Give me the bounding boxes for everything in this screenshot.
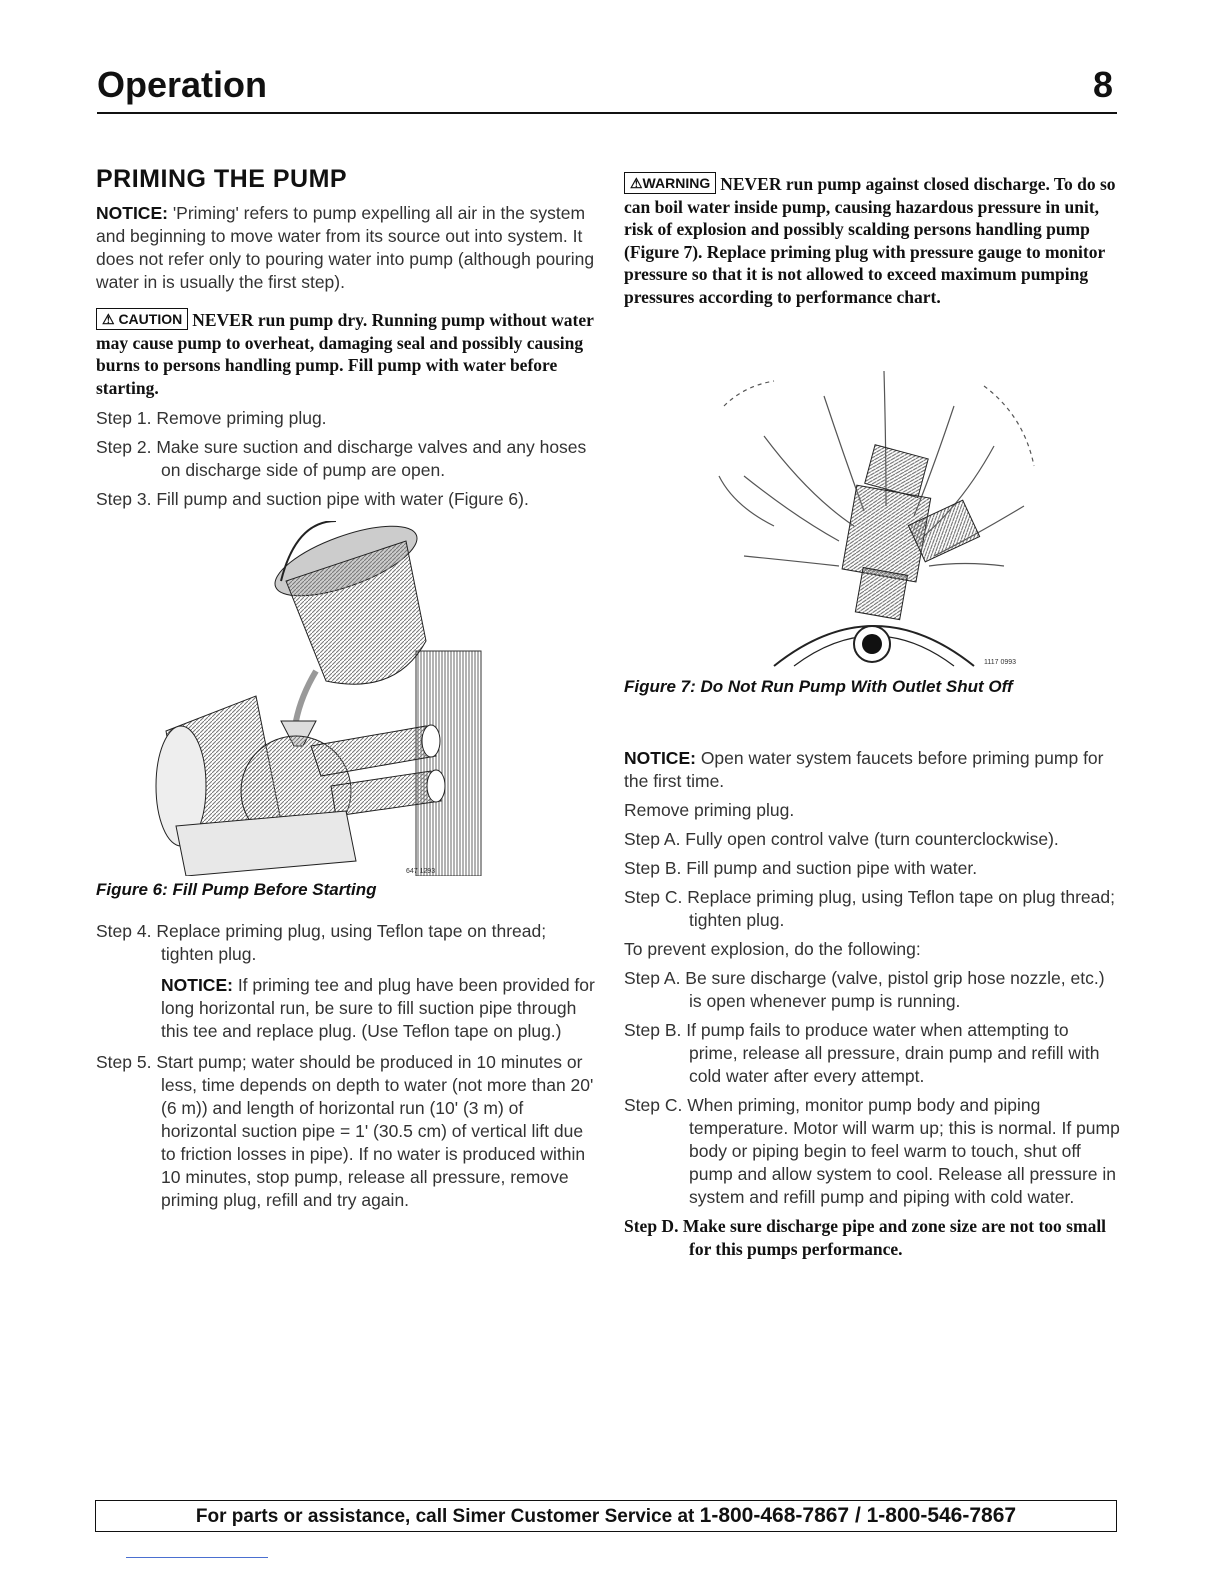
page-header [97, 62, 1117, 114]
right-column [624, 172, 1120, 1260]
caution-text: NEVER run pump dry. Running pump without water may cause pump to overheat, damaging seal and possibly causing burns to persons handling pump. Fill pump with water before starting. [96, 310, 594, 398]
step-1: Step 1. Remove priming plug. [96, 408, 327, 428]
prevent-explosion: To prevent explosion, do the following: [624, 939, 921, 959]
footer-phones: 1-800-468-7867 / 1-800-546-7867 [699, 1504, 1017, 1527]
step-a-first: Step A. Fully open control valve (turn counterclockwise). [624, 829, 1059, 849]
step-b-second: Step B. If pump fails to produce water when attempting to prime, release all pressure, drain pump and refill with cold water after every attempt. [624, 1020, 1100, 1086]
step-2: Step 2. Make sure suction and discharge valves and any hoses on discharge side of pump are open. [96, 437, 587, 480]
footer-text: For parts or assistance, call Simer Customer Service at [195, 1506, 700, 1527]
notice-text: If priming tee and plug have been provided for long horizontal run, be sure to fill suction pipe through this tee and replace plug. (Use Teflon tape on plug.) [161, 975, 595, 1041]
step-d: Step D. Make sure discharge pipe and zone size are not too small for this pumps performance. [624, 1216, 1107, 1259]
pump-explosion-illustration [624, 326, 1120, 671]
notice-faucets [624, 747, 1120, 793]
notice-label: NOTICE: [161, 975, 233, 995]
notice-label: NOTICE: [624, 748, 696, 768]
left-column [96, 165, 596, 1212]
figure-6-caption: Figure 6: Fill Pump Before Starting [96, 880, 377, 899]
remove-plug: Remove priming plug. [624, 800, 795, 820]
step-4: Step 4. Replace priming plug, using Teflon tape on thread; tighten plug. [96, 921, 547, 964]
divider [126, 1557, 268, 1558]
notice-text: 'Priming' refers to pump expelling all air in the system and beginning to move water from its source out into system. It does not refer only to pouring water into pump (although pouring water in is usually the first step). [96, 203, 595, 292]
page-number: 8 [1092, 64, 1113, 105]
notice-priming [96, 202, 596, 294]
page-title: Operation [97, 64, 268, 105]
footer-service-bar [95, 1500, 1117, 1532]
warning-block [624, 172, 1120, 308]
step-a-second: Step A. Be sure discharge (valve, pistol grip hose nozzle, etc.) is open whenever pump is running. [624, 968, 1105, 1011]
notice-label: NOTICE: [96, 203, 168, 223]
figure-6-code: 647 1293 [406, 868, 436, 875]
step-c-second: Step C. When priming, monitor pump body and piping temperature. Motor will warm up; this is normal. If pump body or piping begin to feel warm to touch, shut off pump and allow system to cool. Release all pressure in system and refill pump and piping with cold water. [624, 1095, 1120, 1207]
step-3: Step 3. Fill pump and suction pipe with water (Figure 6). [96, 489, 529, 509]
caution-block [96, 308, 596, 399]
step-c-first: Step C. Replace priming plug, using Teflon tape on plug thread; tighten plug. [624, 887, 1115, 930]
figure-7-code: 1117 0993 [984, 659, 1017, 666]
step-b-first: Step B. Fill pump and suction pipe with water. [624, 858, 978, 878]
figure-7-caption: Figure 7: Do Not Run Pump With Outlet Shut Off [624, 677, 1013, 696]
warning-text: NEVER run pump against closed discharge. To do so can boil water inside pump, causing hazardous pressure in unit, risk of explosion and possibly scalding persons handling pump (Figure 7). Replace priming plug with pressure gauge to monitor pressure so that it is not allowed to exceed maximum pumping pressures according to performance chart. [624, 174, 1116, 307]
caution-badge: ⚠ CAUTION [96, 308, 188, 330]
figure-6 [96, 521, 596, 900]
notice-tee [96, 974, 596, 1043]
pump-priming-illustration [96, 521, 596, 876]
figure-7 [624, 326, 1120, 697]
notice-text: Open water system faucets before priming pump for the first time. [624, 748, 1104, 791]
step-5: Step 5. Start pump; water should be produced in 10 minutes or less, time depends on depth to water (not more than 20' (6 m)) and length of horizontal run (10' (3 m) of horizontal suction pipe = 1' (30.5 cm) of vertical lift due to friction losses in pipe). If no water is produced within 10 minutes, stop pump, release all pressure, remove priming plug, refill and try again. [96, 1052, 594, 1210]
warning-badge: ⚠WARNING [624, 172, 716, 194]
section-title: PRIMING THE PUMP [96, 165, 348, 193]
